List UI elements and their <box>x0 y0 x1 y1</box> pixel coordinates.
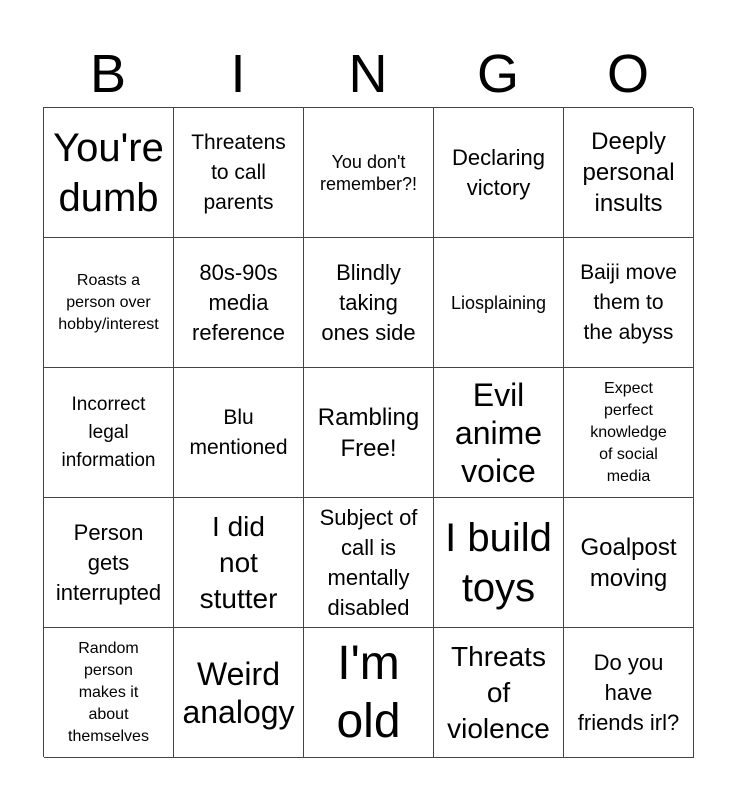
bingo-cell-r2-c4[interactable] <box>434 238 564 368</box>
bingo-cell-r5-c2[interactable] <box>174 628 304 758</box>
bingo-cell-r4-c3[interactable] <box>304 498 434 628</box>
bingo-cell-r4-c1[interactable] <box>44 498 174 628</box>
bingo-cell-r3-c5[interactable] <box>564 368 694 498</box>
bingo-cell-r1-c5[interactable] <box>564 108 694 238</box>
bingo-cell-text: Deeply personal insults <box>582 128 675 217</box>
bingo-cell-text: Baiji move them to the abyss <box>580 260 677 344</box>
bingo-header <box>43 40 693 108</box>
bingo-cell-text: Blindly taking ones side <box>321 259 416 345</box>
bingo-cell-text: I build toys <box>445 515 552 610</box>
bingo-cell-text: You're dumb <box>53 125 164 220</box>
bingo-cell-r1-c3[interactable] <box>304 108 434 238</box>
bingo-cell-r5-c5[interactable] <box>564 628 694 758</box>
bingo-cell-text: Rambling Free! <box>317 403 420 462</box>
bingo-cell-text: Do you have friends irl? <box>577 649 680 735</box>
bingo-cell-r1-c1[interactable] <box>44 108 174 238</box>
bingo-cell-text: Weird analogy <box>182 655 295 730</box>
bingo-cell-text: Blu mentioned <box>189 405 288 459</box>
bingo-cell-text: Random person makes it about themselves <box>68 639 149 745</box>
bingo-cell-r4-c2[interactable] <box>174 498 304 628</box>
header-letter-n: N <box>348 44 388 104</box>
header-letter-o: O <box>606 44 649 104</box>
bingo-cell-r3-c1[interactable] <box>44 368 174 498</box>
bingo-cell-text: Goalpost moving <box>580 533 677 592</box>
header-letter-i: I <box>230 44 246 104</box>
bingo-cell-r4-c5[interactable] <box>564 498 694 628</box>
bingo-cell-text: Person gets interrupted <box>55 519 162 605</box>
bingo-cell-text: 80s-90s media reference <box>192 259 285 345</box>
bingo-cell-text: Evil anime voice <box>454 376 543 489</box>
bingo-grid <box>43 107 693 757</box>
bingo-cell-text: Expect perfect knowledge of social media <box>590 379 667 485</box>
bingo-cell-text: Declaring victory <box>452 144 545 200</box>
bingo-cell-text: Subject of call is mentally disabled <box>319 504 418 620</box>
bingo-cell-text: You don't remember?! <box>319 151 418 194</box>
bingo-cell-r2-c2[interactable] <box>174 238 304 368</box>
bingo-cell-r2-c3[interactable] <box>304 238 434 368</box>
bingo-cell-r5-c4[interactable] <box>434 628 564 758</box>
bingo-cell-text: Roasts a person over hobby/interest <box>58 271 159 333</box>
bingo-cell-r3-c4[interactable] <box>434 368 564 498</box>
bingo-cell-r3-c3[interactable] <box>304 368 434 498</box>
bingo-cell-text: Threatens to call parents <box>191 130 286 214</box>
bingo-cell-text: Liosplaining <box>450 292 547 313</box>
bingo-cell-r2-c1[interactable] <box>44 238 174 368</box>
bingo-cell-r5-c1[interactable] <box>44 628 174 758</box>
bingo-cell-text: Incorrect legal information <box>61 393 156 471</box>
bingo-cell-r5-c3[interactable] <box>304 628 434 758</box>
bingo-cell-r3-c2[interactable] <box>174 368 304 498</box>
bingo-cell-text: I did not stutter <box>199 510 278 614</box>
header-letter-b: B <box>89 44 127 104</box>
bingo-cell-r4-c4[interactable] <box>434 498 564 628</box>
bingo-cell-r2-c5[interactable] <box>564 238 694 368</box>
header-letter-g: G <box>476 44 519 104</box>
bingo-cell-text: Threats of violence <box>447 640 550 744</box>
bingo-cell-text: I'm old <box>336 636 401 748</box>
bingo-cell-r1-c4[interactable] <box>434 108 564 238</box>
bingo-cell-r1-c2[interactable] <box>174 108 304 238</box>
